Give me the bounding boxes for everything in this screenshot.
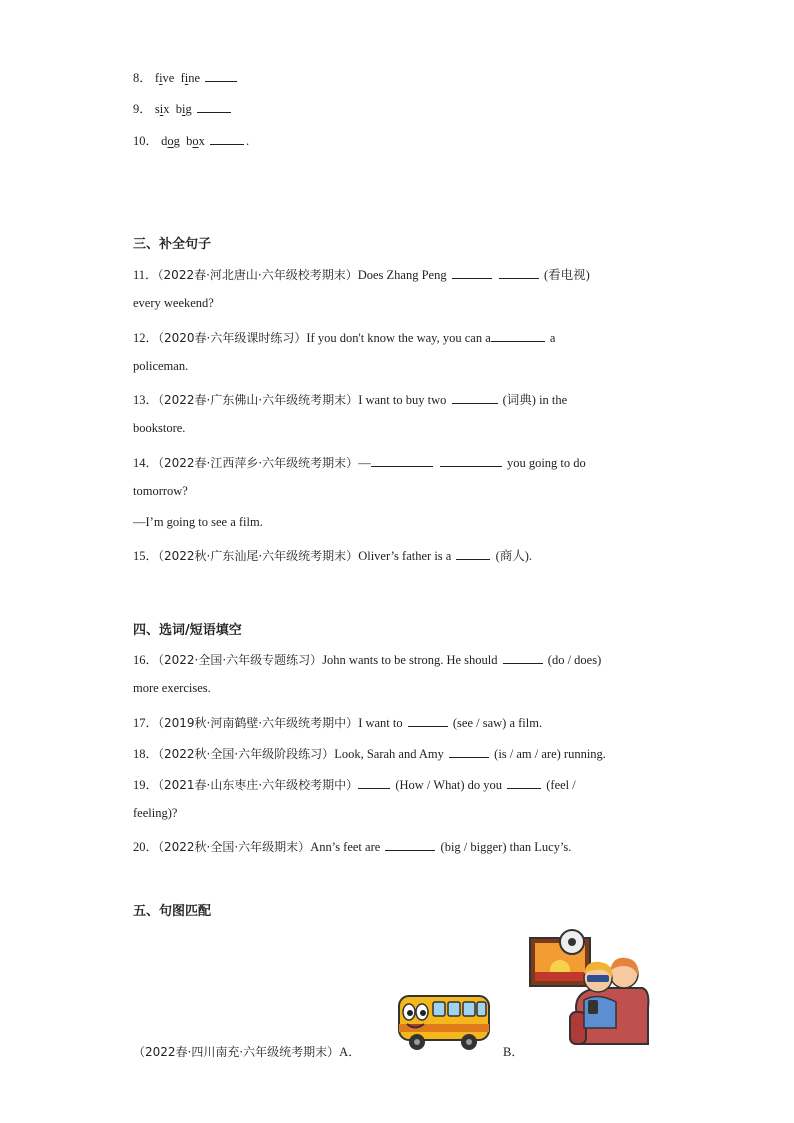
question-14-cont: tomorrow? xyxy=(133,484,188,498)
answer-blank[interactable] xyxy=(210,134,244,145)
answer-blank[interactable] xyxy=(371,456,433,467)
question-16: 16．（2022·全国·六年级专题练习）John wants to be strong. He should (do / does) xyxy=(133,653,602,667)
question-18: 18．（2022秋·全国·六年级阶段练习）Look, Sarah and Amy (is / am / are) running. xyxy=(133,747,606,761)
question-14: 14．（2022春·江西萍乡·六年级统考期末）— you going to do xyxy=(133,456,586,470)
option-b-label: B． xyxy=(503,1045,524,1059)
phonics-item-10: 10． dog box . xyxy=(133,134,250,148)
question-14-answer: —I’m going to see a film. xyxy=(133,515,263,529)
answer-blank[interactable] xyxy=(205,71,237,82)
answer-blank[interactable] xyxy=(385,840,435,851)
answer-blank[interactable] xyxy=(456,549,490,560)
question-13: 13．（2022春·广东佛山·六年级统考期末）I want to buy two (词典) in the xyxy=(133,393,568,407)
answer-blank[interactable] xyxy=(408,716,448,727)
phonics-item-9: 9． six big xyxy=(133,99,233,117)
section-5-source: （2022春·四川南充·六年级统考期末）A． xyxy=(133,1045,361,1059)
answer-blank[interactable] xyxy=(358,778,390,789)
question-20: 20．（2022秋·全国·六年级期末）Ann’s feet are (big / bigger) than Lucy’s. xyxy=(133,840,572,854)
kids-watching-tv-image xyxy=(524,928,654,1056)
question-11-cont: every weekend? xyxy=(133,296,214,310)
question-12: 12．（2020春·六年级课时练习）If you don't know the way, you can a a xyxy=(133,331,556,345)
school-bus-image xyxy=(395,990,495,1052)
question-19-cont: feeling)? xyxy=(133,806,178,820)
question-17: 17．（2019秋·河南鹤壁·六年级统考期中）I want to (see / saw) a film. xyxy=(133,716,543,730)
question-11: 11．（2022春·河北唐山·六年级校考期末）Does Zhang Peng (看电视) xyxy=(133,268,590,282)
answer-blank[interactable] xyxy=(499,268,539,279)
question-13-cont: bookstore. xyxy=(133,421,186,435)
answer-blank[interactable] xyxy=(452,393,498,404)
question-12-cont: policeman. xyxy=(133,359,189,373)
answer-blank[interactable] xyxy=(491,331,545,342)
answer-blank[interactable] xyxy=(197,102,231,113)
section-4-title: 四、选词/短语填空 xyxy=(133,623,242,638)
answer-blank[interactable] xyxy=(507,778,541,789)
phonics-item-8: 8． five fine xyxy=(133,68,239,86)
section-3-title: 三、补全句子 xyxy=(133,237,212,252)
question-15: 15．（2022秋·广东汕尾·六年级统考期末）Oliver’s father is a (商人). xyxy=(133,549,533,563)
answer-blank[interactable] xyxy=(503,653,543,664)
question-19: 19．（2021春·山东枣庄·六年级校考期中） (How / What) do you (feel / xyxy=(133,778,576,792)
question-16-cont: more exercises. xyxy=(133,681,211,695)
answer-blank[interactable] xyxy=(452,268,492,279)
answer-blank[interactable] xyxy=(449,747,489,758)
section-5-title: 五、句图匹配 xyxy=(133,904,212,919)
answer-blank[interactable] xyxy=(440,456,502,467)
